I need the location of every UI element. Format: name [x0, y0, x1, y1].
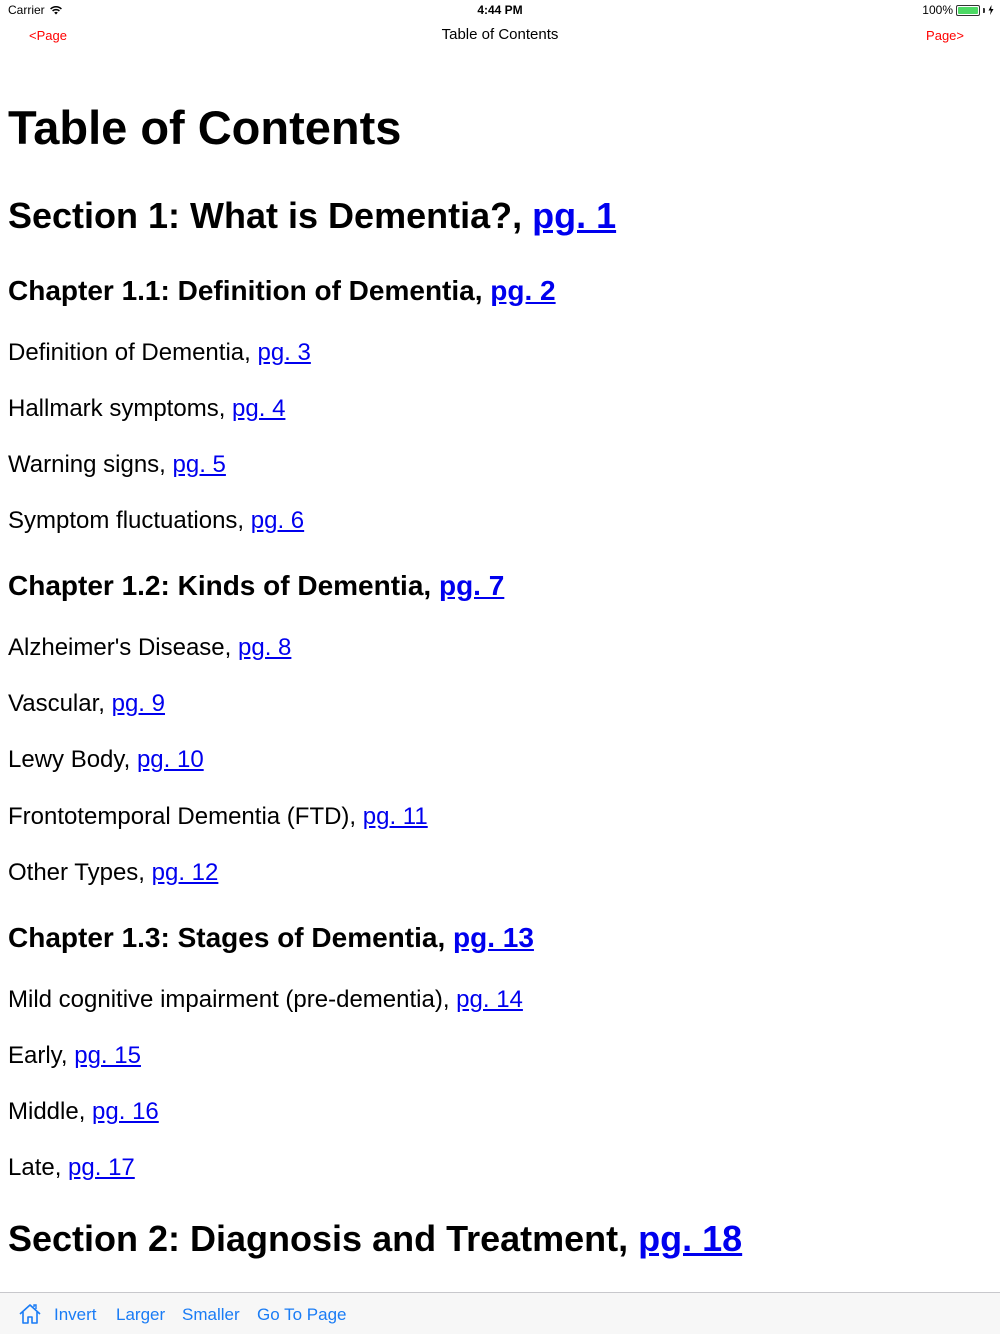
toc-page-link[interactable]: pg. 6 [250, 507, 305, 534]
charging-bolt-icon [988, 5, 994, 15]
toc-topic-entry [8, 339, 311, 367]
toc-entry-title: Chapter 1.3: Stages of Dementia, [8, 922, 454, 953]
toc-topic-entry [8, 507, 304, 535]
toc-topic-entry [8, 859, 218, 887]
home-icon[interactable] [18, 1302, 42, 1326]
toc-entry-title: Chapter 1.1: Definition of Dementia, [8, 275, 491, 306]
prev-page-button[interactable]: <Page [29, 28, 67, 43]
invert-button[interactable]: Invert [54, 1305, 97, 1324]
status-time: 4:44 PM [477, 3, 523, 17]
toc-section-entry [8, 195, 616, 237]
toc-topic-entry [8, 690, 165, 718]
toc-entry-title: Mild cognitive impairment (pre-dementia), [8, 986, 457, 1013]
toc-page-link[interactable]: pg. 18 [638, 1218, 743, 1259]
toc-topic-entry [8, 803, 428, 831]
carrier-label: Carrier [8, 3, 45, 17]
go-to-page-button[interactable]: Go To Page [257, 1305, 347, 1324]
toc-topic-entry [8, 395, 285, 423]
toc-chapter-entry [8, 275, 556, 307]
page-title: Table of Contents [8, 101, 402, 154]
toc-chapter-entry [8, 922, 534, 954]
toc-entry-title: Hallmark symptoms, [8, 395, 233, 422]
toc-entry-title: Chapter 1.2: Kinds of Dementia, [8, 570, 439, 601]
toc-page-link[interactable]: pg. 4 [232, 395, 286, 422]
toc-topic-entry [8, 1154, 135, 1182]
toc-page-link[interactable]: pg. 16 [92, 1098, 159, 1125]
bottom-toolbar [0, 1292, 1000, 1334]
toc-page-link[interactable]: pg. 12 [151, 859, 219, 886]
toc-entry-title: Frontotemporal Dementia (FTD), [8, 803, 363, 830]
toc-entry-title: Symptom fluctuations, [8, 507, 251, 534]
toc-topic-entry [8, 986, 523, 1014]
toc-page-link[interactable]: pg. 14 [456, 986, 523, 1013]
toc-page-link[interactable]: pg. 2 [490, 275, 556, 306]
toc-section-entry [8, 1218, 742, 1260]
toc-page-link[interactable]: pg. 8 [238, 634, 292, 661]
battery-nub [983, 8, 985, 13]
larger-button[interactable]: Larger [116, 1305, 166, 1324]
toc-entry-title: Other Types, [8, 859, 152, 886]
toc-entry-title: Warning signs, [8, 451, 173, 478]
toc-page-link[interactable]: pg. 1 [532, 195, 617, 236]
toc-entry-title: Section 1: What is Dementia?, [8, 195, 533, 236]
toc-entry-title: Early, [8, 1042, 75, 1069]
toc-page-link[interactable]: pg. 9 [111, 690, 165, 717]
toc-page-link[interactable]: pg. 13 [453, 922, 534, 953]
toc-topic-entry [8, 1042, 141, 1070]
toc-page-link[interactable]: pg. 5 [172, 451, 226, 478]
battery-icon [956, 5, 980, 16]
nav-title: Table of Contents [441, 26, 559, 43]
toc-chapter-entry [8, 570, 504, 602]
toc-content[interactable] [8, 52, 992, 1292]
nav-bar [0, 20, 1000, 52]
status-right [922, 3, 994, 17]
toc-entry-title: Late, [8, 1154, 69, 1181]
toc-topic-entry [8, 634, 291, 662]
toc-topic-entry [8, 1098, 159, 1126]
battery-percent: 100% [922, 3, 953, 17]
toc-topic-entry [8, 746, 204, 774]
toc-page-link[interactable]: pg. 17 [68, 1154, 135, 1181]
battery-fill [958, 7, 978, 14]
toc-entry-title: Vascular, [8, 690, 112, 717]
toc-entry-title: Section 2: Diagnosis and Treatment, [8, 1218, 639, 1259]
next-page-button[interactable]: Page> [926, 28, 964, 43]
toc-entry-title: Definition of Dementia, [8, 339, 258, 366]
toc-entry-title: Lewy Body, [8, 746, 137, 773]
toc-page-link[interactable]: pg. 3 [257, 339, 311, 366]
toc-entry-title: Alzheimer's Disease, [8, 634, 238, 661]
toc-page-link[interactable]: pg. 15 [74, 1042, 141, 1069]
status-bar [0, 0, 1000, 20]
toc-page-link[interactable]: pg. 7 [438, 570, 505, 601]
toc-page-link[interactable]: pg. 11 [362, 803, 428, 830]
smaller-button[interactable]: Smaller [182, 1305, 240, 1324]
toc-entry-title: Middle, [8, 1098, 93, 1125]
toc-page-link[interactable]: pg. 10 [136, 746, 204, 773]
toc-topic-entry [8, 451, 226, 479]
